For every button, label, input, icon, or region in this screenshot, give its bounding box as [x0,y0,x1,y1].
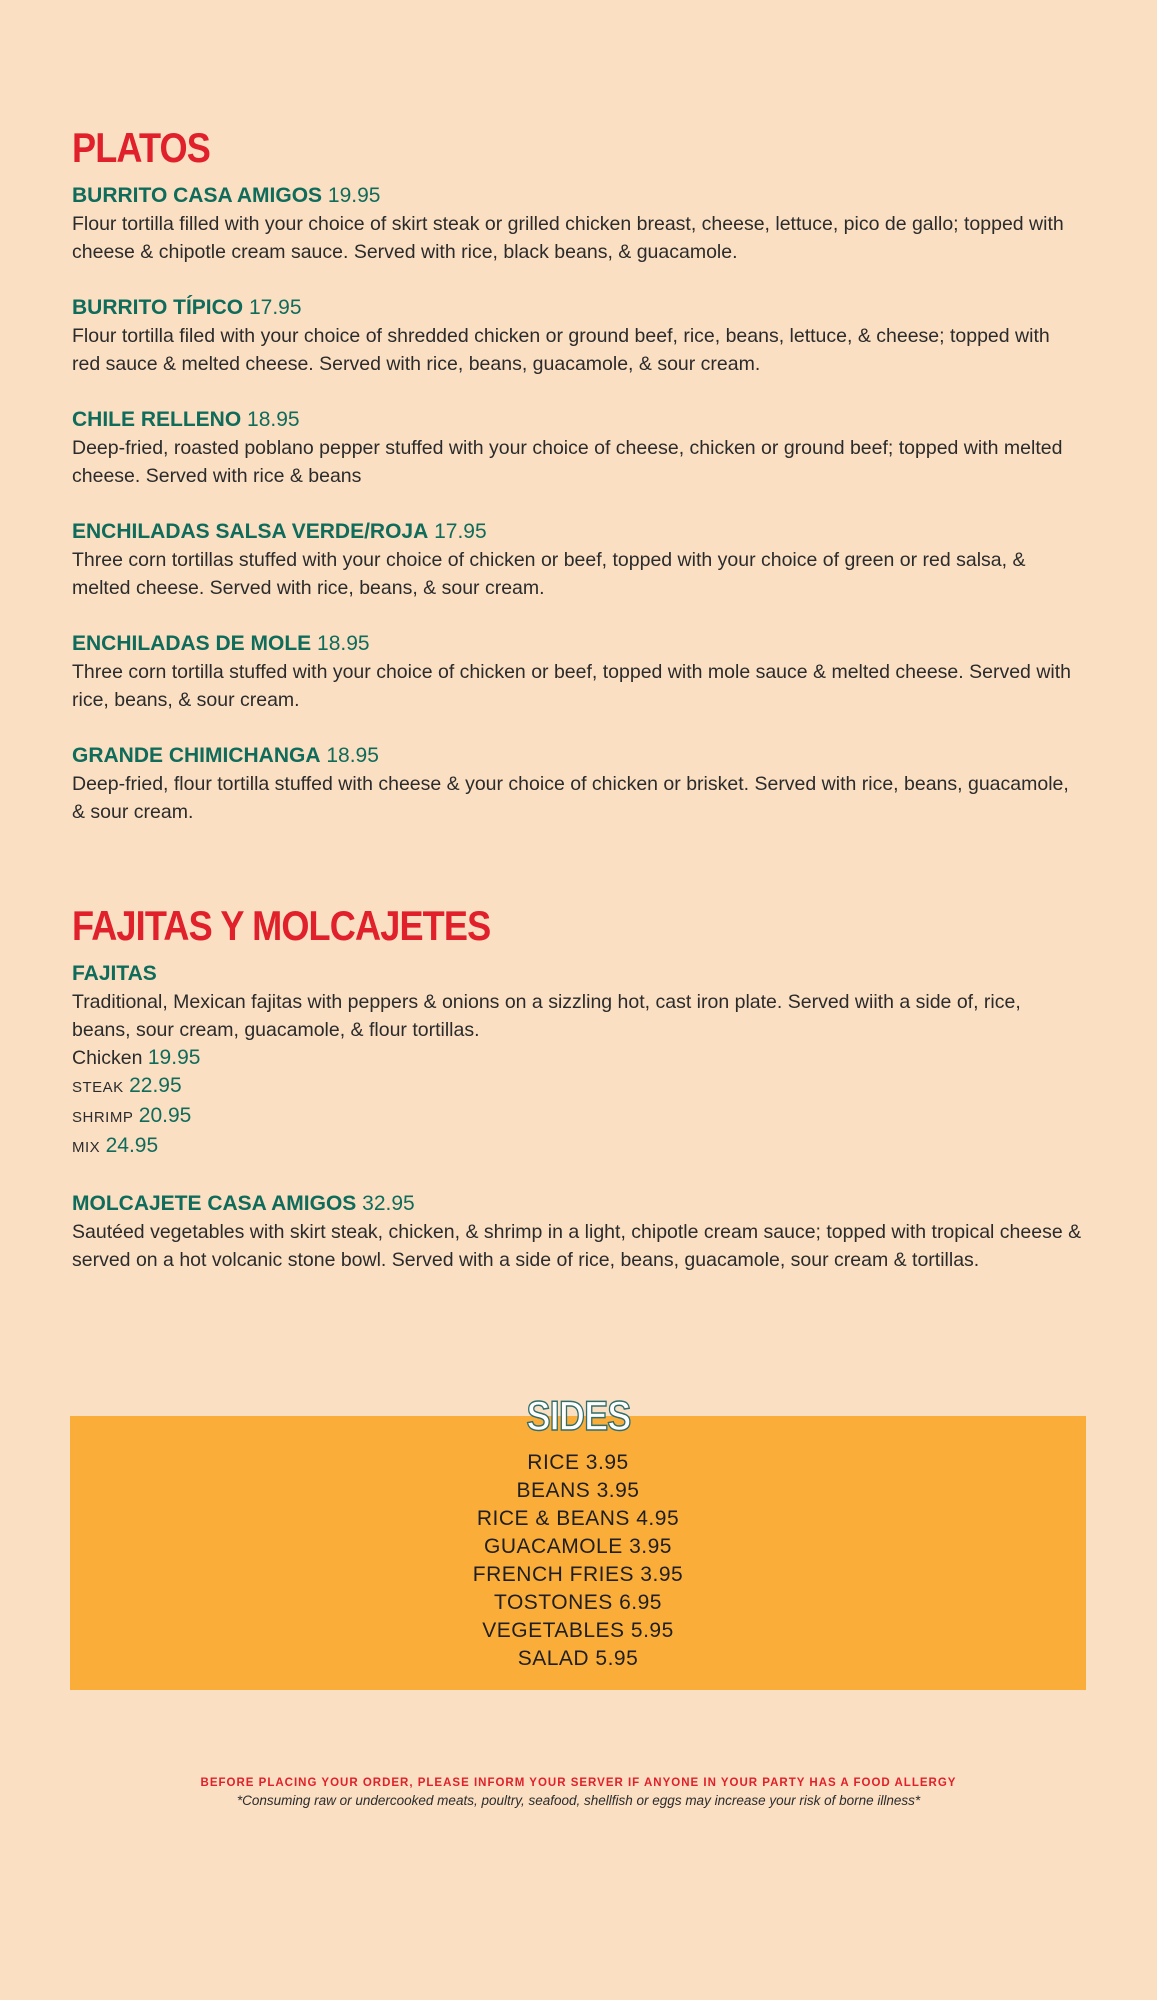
item-name: BURRITO TÍPICO [72,296,244,319]
menu-item [72,742,1082,826]
side-item: TOSTONES 6.95 [494,1591,662,1614]
footer [0,1774,1157,1810]
item-price: 18.95 [326,744,379,767]
item-name: ENCHILADAS DE MOLE [72,632,312,655]
menu-item [72,406,1082,490]
item-description: Three corn tortilla stuffed with your choice of chicken or beef, topped with mole sauce & melted cheese. Served with rice, beans, & sour cream. [72,661,1071,711]
consumption-warning: *Consuming raw or undercooked meats, poultry, seafood, shellfish or eggs may increase your risk of borne illness* [236,1793,921,1808]
item-name: MOLCAJETE CASA AMIGOS [72,1192,357,1215]
item-price: 32.95 [362,1192,415,1215]
fajitas-title: FAJITAS Y MOLCAJETES [72,902,491,949]
side-item: SALAD 5.95 [517,1647,639,1670]
variant-label: Chicken [72,1047,143,1069]
item-name: ENCHILADAS SALSA VERDE/ROJA [72,520,429,543]
sides-panel [70,1416,1086,1690]
menu-item [72,182,1082,266]
item-name: FAJITAS [72,962,157,985]
menu-item [72,630,1082,714]
item-name: BURRITO CASA AMIGOS [72,184,323,207]
side-item: BEANS 3.95 [516,1479,640,1502]
fajita-variant [72,1072,1082,1102]
item-description: Deep-fried, roasted poblano pepper stuffed with your choice of cheese, chicken or ground beef; topped with melted cheese. Served with rice & beans [72,437,1063,487]
variant-price: 20.95 [138,1104,192,1127]
menu-page [72,120,1082,1302]
item-price: 17.95 [434,520,487,543]
molcajete-item [72,1190,1082,1274]
item-name: GRANDE CHIMICHANGA [72,744,321,767]
side-item: FRENCH FRIES 3.95 [472,1563,684,1586]
side-item: RICE 3.95 [527,1451,629,1474]
fajita-variant [72,1044,1082,1072]
platos-title: PLATOS [72,124,211,171]
menu-item [72,518,1082,602]
item-price: 18.95 [247,408,300,431]
item-price: 19.95 [327,184,381,207]
variant-price: 19.95 [147,1046,201,1069]
variant-price: 22.95 [129,1074,182,1097]
fajita-variant [72,1132,1082,1162]
fajita-variant [72,1102,1082,1132]
variant-label: SHRIMP [72,1109,134,1126]
allergy-notice: BEFORE PLACING YOUR ORDER, PLEASE INFORM YOUR SERVER IF ANYONE IN YOUR PARTY HAS A FOOD ALLERGY [200,1777,957,1789]
variant-price: 24.95 [105,1134,159,1157]
item-name: CHILE RELLENO [72,408,242,431]
side-item: VEGETABLES 5.95 [482,1619,674,1642]
item-description: Flour tortilla filled with your choice of skirt steak or grilled chicken breast, cheese, lettuce, pico de gallo; topped with cheese & chipotle cream sauce. Served with rice, black beans, & guacamole. [72,213,1064,263]
item-description: Deep-fried, flour tortilla stuffed with cheese & your choice of chicken or brisket. Served with rice, beans, guacamole, & sour cream. [72,773,1069,823]
item-price: 18.95 [317,632,370,655]
section-spacer [72,854,1082,898]
item-description: Three corn tortillas stuffed with your choice of chicken or beef, topped with your choice of green or red salsa, & melted cheese. Served with rice, beans, & sour cream. [72,549,1026,599]
side-item: RICE & BEANS 4.95 [476,1507,680,1530]
variant-label: MIX [72,1139,101,1156]
menu-item [72,294,1082,378]
side-item: GUACAMOLE 3.95 [484,1535,672,1558]
sides-list [70,1416,1086,1673]
variant-label: STEAK [72,1079,124,1096]
item-description: Sautéed vegetables with skirt steak, chicken, & shrimp in a light, chipotle cream sauce; topped with tropical cheese & served on a hot volcanic stone bowl. Served with a side of rice, beans, guacamole, sour cream & tortillas. [72,1221,1082,1271]
item-description: Traditional, Mexican fajitas with peppers & onions on a sizzling hot, cast iron plate. Served wiith a side of, rice, beans, sour cream, guacamole, & flour tortillas. [72,991,1021,1041]
item-price: 17.95 [248,296,302,319]
item-description: Flour tortilla filed with your choice of shredded chicken or ground beef, rice, beans, lettuce, & cheese; topped with red sauce & melted cheese. Served with rice, beans, guacamole, & sour cream. [72,325,1050,375]
sides-title: SIDES [526,1392,631,1439]
fajitas-item [72,960,1082,1162]
